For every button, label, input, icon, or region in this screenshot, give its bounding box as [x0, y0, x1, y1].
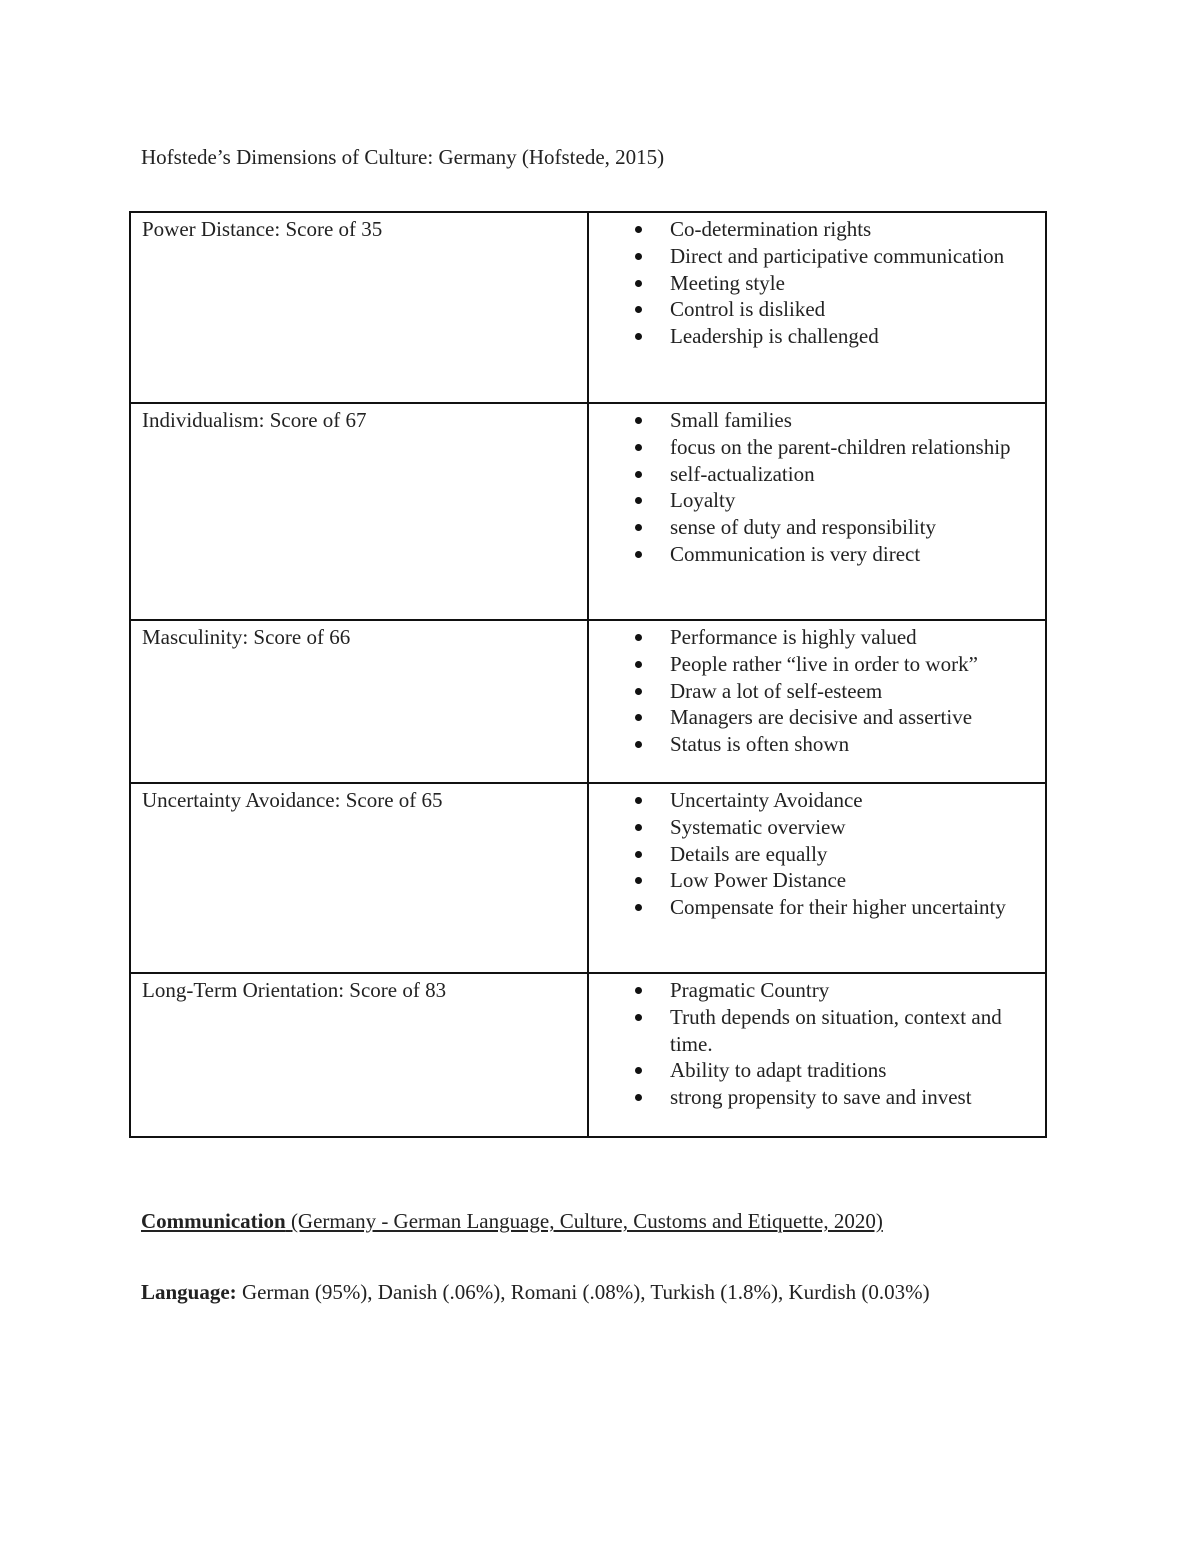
dimension-label: Power Distance: Score of 35 — [142, 217, 383, 241]
table-row — [130, 403, 1046, 620]
dimension-label-cell — [130, 783, 588, 973]
bullet-list — [589, 974, 1045, 1111]
table-row — [130, 620, 1046, 783]
dimension-label: Long-Term Orientation: Score of 83 — [142, 978, 447, 1002]
list-item: Loyalty — [635, 487, 1015, 514]
list-item: Compensate for their higher uncertainty — [635, 894, 1015, 921]
page-title: Hofstede’s Dimensions of Culture: Germany (Hofstede, 2015) — [141, 145, 665, 169]
bullet-list — [589, 784, 1045, 921]
communication-heading-group — [141, 1209, 883, 1233]
list-item: Details are equally — [635, 841, 1015, 868]
bullet-list — [589, 213, 1045, 350]
list-item: Managers are decisive and assertive — [635, 704, 1015, 731]
dimension-bullets-cell — [588, 783, 1046, 973]
list-item: Truth depends on situation, context and time. — [635, 1004, 1015, 1058]
communication-line — [141, 1206, 883, 1236]
dimension-label-cell — [130, 212, 588, 403]
dimension-label-cell — [130, 403, 588, 620]
bullet-list — [589, 621, 1045, 758]
list-item: Uncertainty Avoidance — [635, 787, 1015, 814]
dimension-bullets-cell — [588, 403, 1046, 620]
dimension-bullets-cell — [588, 973, 1046, 1137]
list-item: Draw a lot of self-esteem — [635, 678, 1015, 705]
table-row — [130, 783, 1046, 973]
list-item: Control is disliked — [635, 296, 1015, 323]
list-item: Small families — [635, 407, 1015, 434]
dimension-label: Individualism: Score of 67 — [142, 408, 367, 432]
dimension-label: Uncertainty Avoidance: Score of 65 — [142, 788, 443, 812]
list-item: Co-determination rights — [635, 216, 1015, 243]
list-item: Communication is very direct — [635, 541, 1015, 568]
table-row — [130, 212, 1046, 403]
communication-citation: (Germany - German Language, Culture, Customs and Etiquette, 2020) — [290, 1209, 883, 1233]
dimension-bullets-cell — [588, 212, 1046, 403]
language-text: German (95%), Danish (.06%), Romani (.08%), Turkish (1.8%), Kurdish (0.03%) — [241, 1280, 930, 1304]
language-label: Language: — [141, 1280, 237, 1304]
list-item: Performance is highly valued — [635, 624, 1015, 651]
list-item: Systematic overview — [635, 814, 1015, 841]
list-item: strong propensity to save and invest — [635, 1084, 1015, 1111]
list-item: sense of duty and responsibility — [635, 514, 1015, 541]
dimension-label-cell — [130, 973, 588, 1137]
dimension-label: Masculinity: Score of 66 — [142, 625, 351, 649]
language-line — [141, 1277, 930, 1307]
dimensions-table — [129, 211, 1047, 1138]
list-item: Leadership is challenged — [635, 323, 1015, 350]
dimension-label-cell — [130, 620, 588, 783]
list-item: Ability to adapt traditions — [635, 1057, 1015, 1084]
list-item: Low Power Distance — [635, 867, 1015, 894]
list-item: Status is often shown — [635, 731, 1015, 758]
list-item: People rather “live in order to work” — [635, 651, 1015, 678]
list-item: Meeting style — [635, 270, 1015, 297]
list-item: self-actualization — [635, 461, 1015, 488]
list-item: Pragmatic Country — [635, 977, 1015, 1004]
bullet-list — [589, 404, 1045, 568]
list-item: focus on the parent-children relationship — [635, 434, 1015, 461]
dimension-bullets-cell — [588, 620, 1046, 783]
communication-heading: Communication — [141, 1209, 286, 1233]
list-item: Direct and participative communication — [635, 243, 1015, 270]
table-row — [130, 973, 1046, 1137]
